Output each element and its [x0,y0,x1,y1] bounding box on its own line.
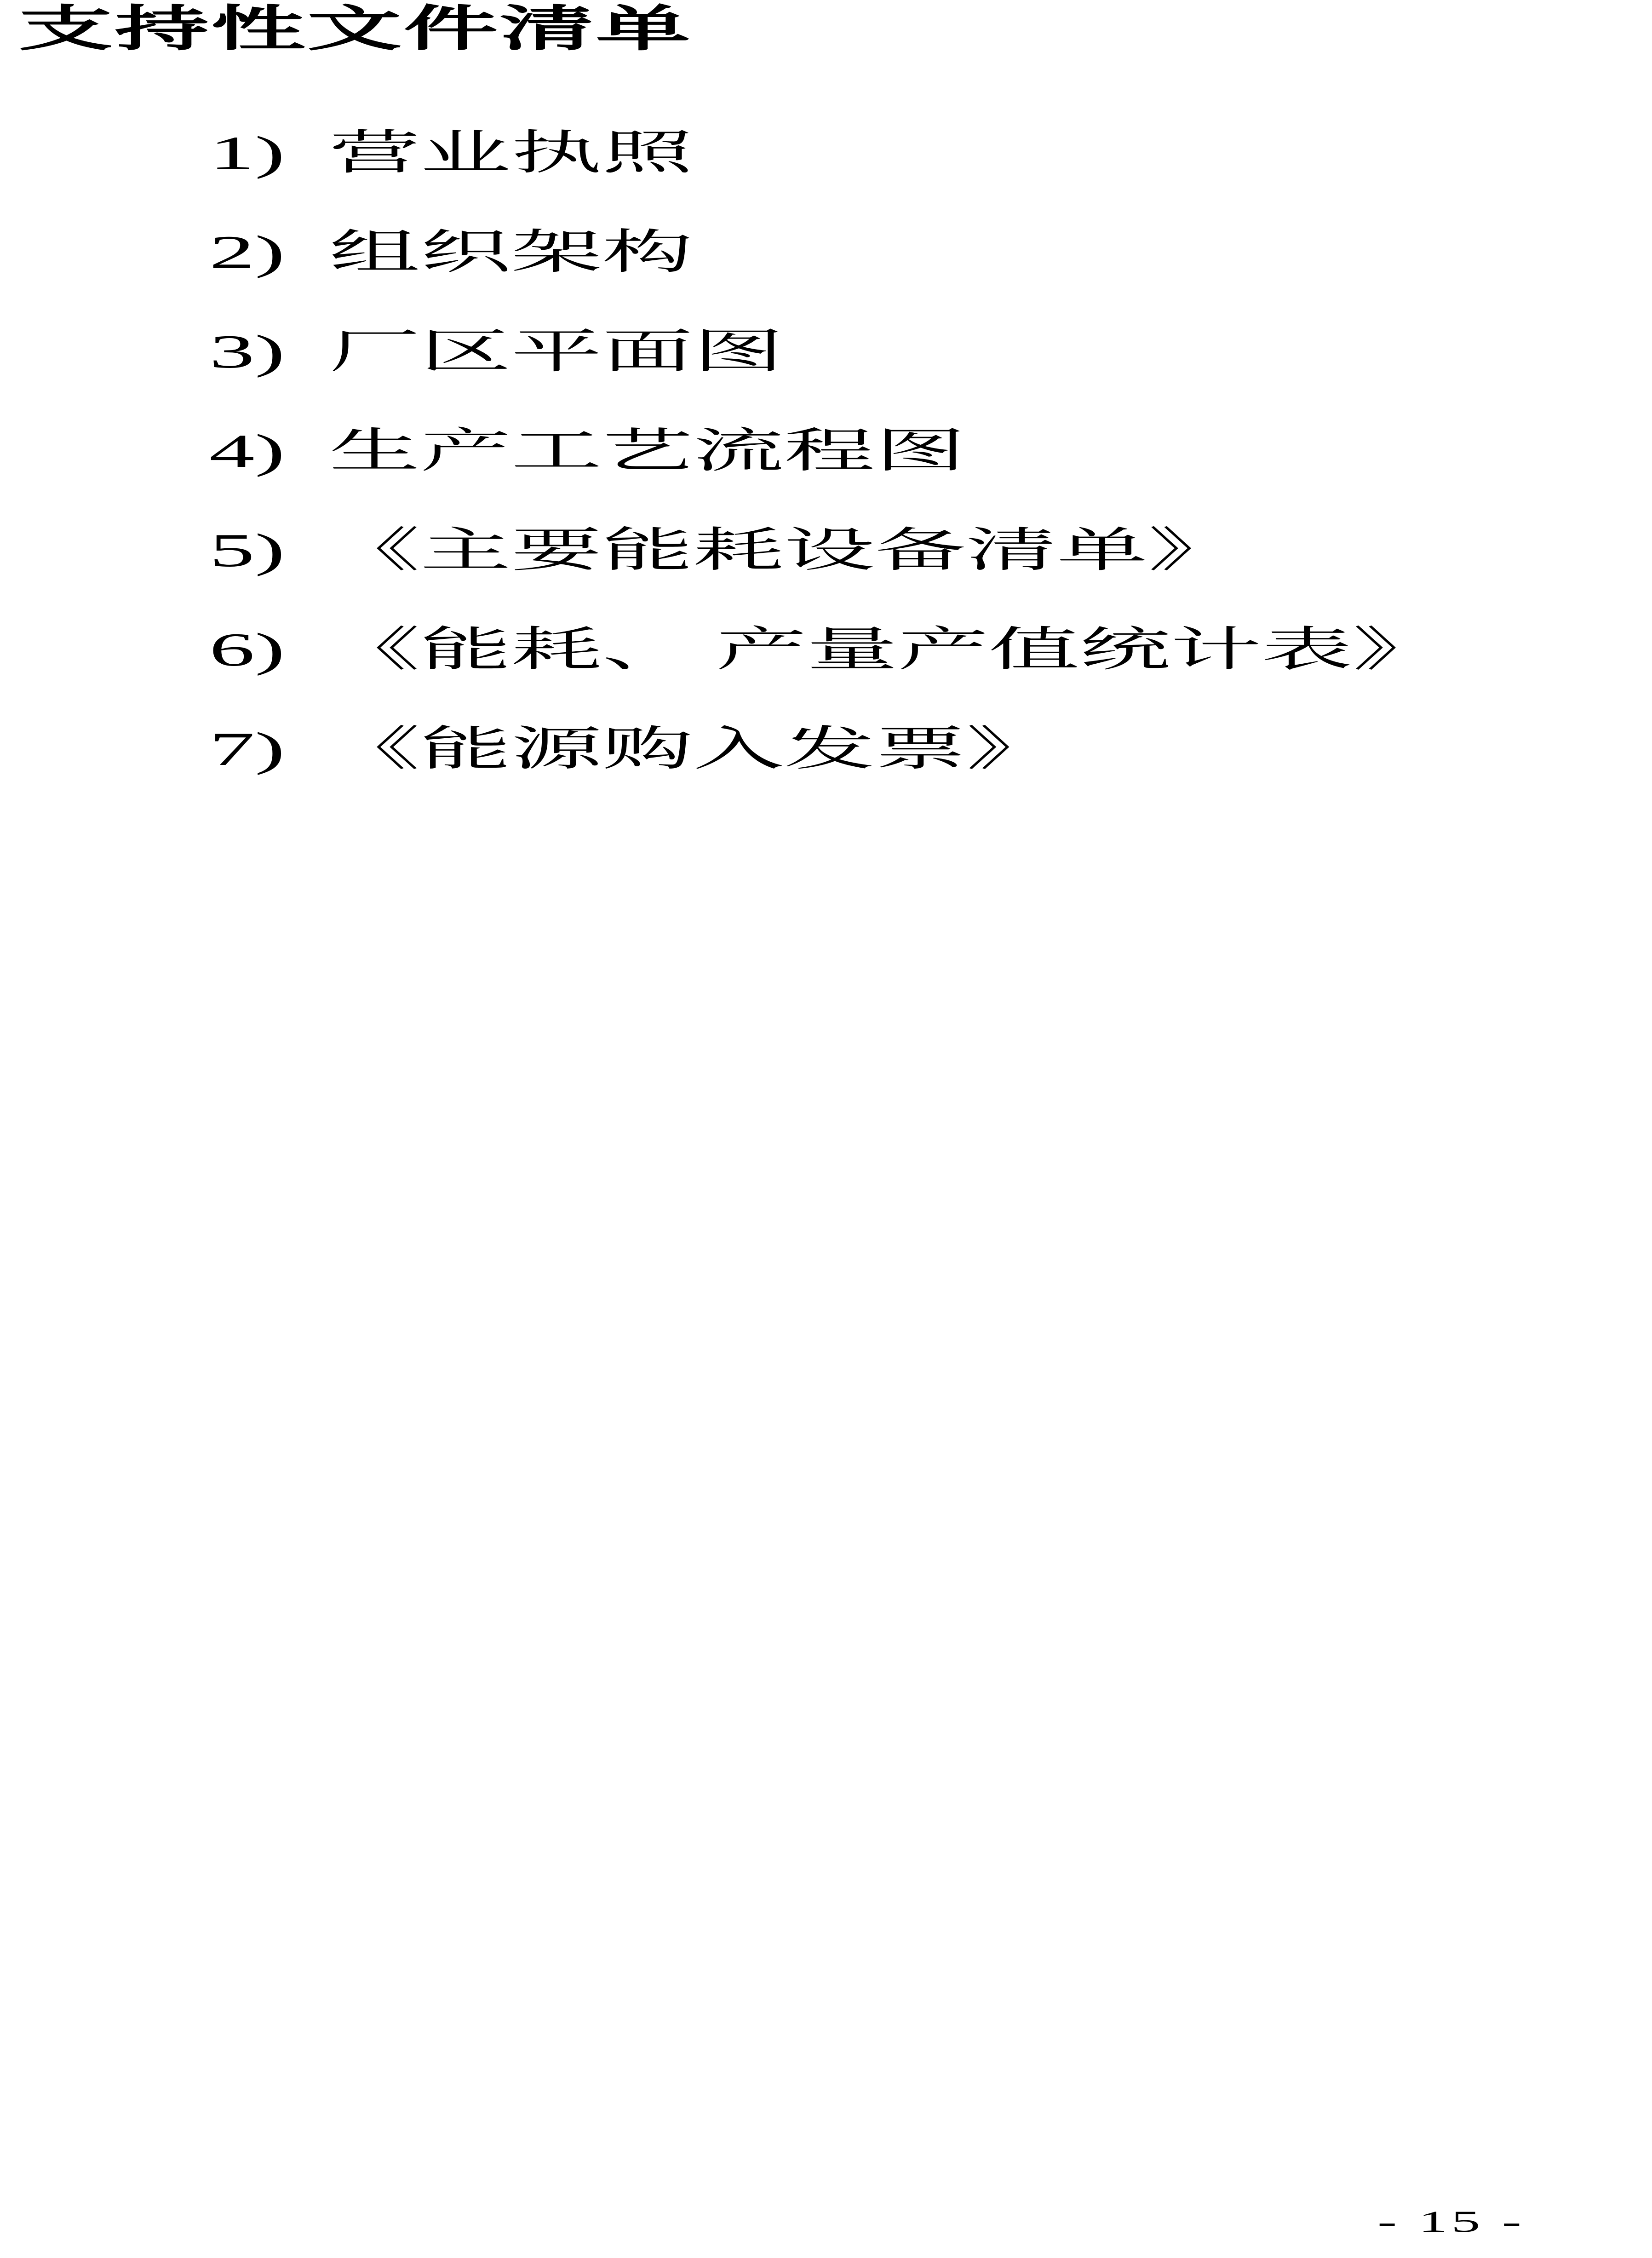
document-title-text: 支持性文件清单 [18,2,692,57]
item-number: 2) [209,226,285,279]
list-item [209,501,1239,600]
item-number: 4) [209,425,285,477]
page-number [1377,2205,1525,2239]
item-number: 7) [209,723,285,776]
item-number: 1) [209,126,285,179]
item-text: 厂区平面图 [329,325,784,378]
document-title [18,2,692,57]
item-number: 3) [209,325,285,378]
list-item [209,600,1444,700]
item-text: 《能耗、 产量产值统计表》 [329,623,1444,676]
item-text: 生产工艺流程图 [329,425,966,477]
supporting-documents-list [209,103,1444,799]
item-text: 《能源购入发票》 [329,723,1057,776]
item-text: 《主要能耗设备清单》 [329,524,1239,577]
item-number: 5) [209,524,285,577]
list-item [209,203,852,302]
item-text: 组织架构 [329,226,693,279]
list-item [209,302,852,402]
list-item [209,103,852,203]
list-item [209,700,1057,799]
page-number-text: - 15 - [1377,2205,1525,2239]
item-number: 6) [209,623,285,676]
item-text: 营业执照 [329,126,693,179]
list-item [209,402,966,501]
